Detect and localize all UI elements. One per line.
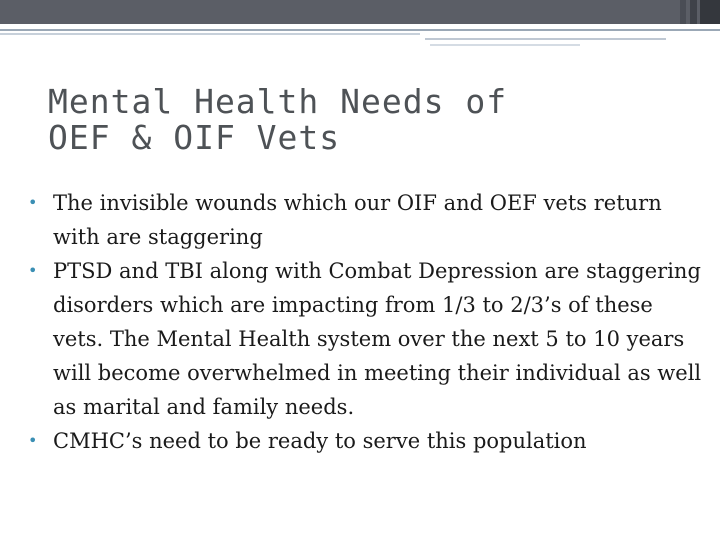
slide-title-line: Mental Health Needs of <box>48 82 508 121</box>
bullet-icon: • <box>28 431 38 450</box>
bullet-text: PTSD and TBI along with Combat Depression are staggering disorders which are impacting from 1/3 to 2/3’s of these vets. The Mental Health system over the next 5 to 10 years will become overwhelmed in meeting their individual as well as marital and family needs. <box>53 259 702 419</box>
header-accent-block <box>700 0 720 24</box>
bullet-item <box>22 254 702 424</box>
slide-title-line: OEF & OIF Vets <box>48 118 341 157</box>
bullet-icon: • <box>28 193 38 212</box>
header-rule <box>0 29 720 31</box>
header-rule <box>430 44 580 46</box>
header-band <box>0 0 720 24</box>
bullet-list <box>22 186 702 458</box>
bullet-icon: • <box>28 261 38 280</box>
bullet-item <box>22 424 702 458</box>
slide-title <box>48 84 688 156</box>
bullet-text: CMHC’s need to be ready to serve this population <box>53 429 587 453</box>
bullet-text: The invisible wounds which our OIF and OEF vets return with are staggering <box>53 191 662 249</box>
header-accent-block <box>680 0 686 24</box>
bullet-item <box>22 186 702 254</box>
header-rule <box>0 33 420 35</box>
header-accent-block <box>690 0 697 24</box>
header-rule <box>425 38 666 40</box>
